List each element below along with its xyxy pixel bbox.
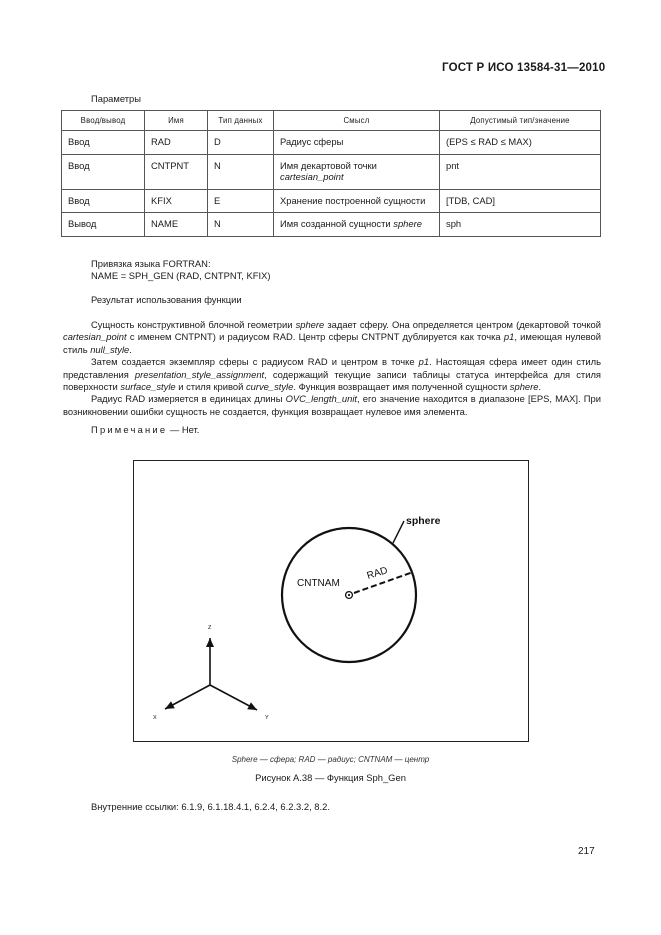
- note-text: — Нет.: [167, 424, 200, 435]
- note-label: Примечание: [91, 424, 168, 435]
- paragraph: Радиус RAD измеряется в единицах длины OVC_length_unit, его значение находится в диапазоне [EPS, MAX]. При возникновении ошибки сущность не создается, функция возвращает нулевое имя элемента.: [63, 393, 601, 417]
- cell-type: N: [208, 154, 274, 189]
- cell-meaning: Хранение построенной сущности: [274, 189, 440, 213]
- cell-type: E: [208, 189, 274, 213]
- sphere-figure: [133, 460, 529, 742]
- axis-y: [210, 685, 257, 710]
- cell-name: KFIX: [145, 189, 208, 213]
- figure-drawing: [134, 461, 528, 741]
- body-text: [63, 319, 601, 418]
- header-type: Тип данных: [208, 111, 274, 131]
- paragraph: Сущность конструктивной блочной геометрии sphere задает сферу. Она определяется центром (декартовой точкой cartesian_point с именем CNTPNT) и радиусом RAD. Центр сферы CNTPNT дублируется как точка p1, имеющая нулевой стиль null_style.: [63, 319, 601, 355]
- parameters-table: [61, 110, 601, 237]
- axis-x: [165, 685, 210, 709]
- fortran-label: Привязка языка FORTRAN:: [91, 258, 211, 269]
- cell-io: Ввод: [62, 189, 145, 213]
- cell-io: Ввод: [62, 131, 145, 155]
- figure-caption: Рисунок А.38 — Функция Sph_Gen: [255, 772, 406, 783]
- document-header: ГОСТ Р ИСО 13584-31—2010: [442, 62, 606, 74]
- cell-name: CNTPNT: [145, 154, 208, 189]
- cell-allowed: pnt: [440, 154, 601, 189]
- note: [91, 424, 199, 436]
- sphere-leader-line: [393, 521, 404, 543]
- cell-type: N: [208, 213, 274, 237]
- header-name: Имя: [145, 111, 208, 131]
- axis-x-label: X: [153, 715, 157, 721]
- table-header-row: [62, 111, 601, 131]
- internal-references: Внутренние ссылки: 6.1.9, 6.1.18.4.1, 6.2.4, 6.2.3.2, 8.2.: [91, 801, 330, 812]
- cell-name: NAME: [145, 213, 208, 237]
- cell-allowed: sph: [440, 213, 601, 237]
- paragraph: Затем создается экземпляр сферы с радиусом RAD и центром в точке p1. Настоящая сфера имеет один стиль представления presentation_style_assignment, содержащий текущие записи таблицы статуса интерфейса для стиля поверхности surface_style и стиля кривой curve_style. Функция возвращает имя полученной сущности sphere.: [63, 356, 602, 393]
- center-dot: [348, 594, 350, 596]
- cell-meaning: [274, 154, 440, 189]
- sphere-label: sphere: [406, 515, 441, 527]
- fortran-binding: [91, 258, 270, 283]
- cell-meaning: [274, 213, 440, 237]
- cell-meaning: Радиус сферы: [274, 131, 440, 155]
- axis-y-label: Y: [265, 715, 269, 721]
- table-row: [62, 131, 601, 155]
- table-row: [62, 213, 601, 237]
- cell-allowed: [TDB, CAD]: [440, 189, 601, 213]
- table-row: [62, 189, 601, 213]
- cell-allowed: (EPS ≤ RAD ≤ MAX): [440, 131, 601, 155]
- radius-label: RAD: [365, 565, 390, 582]
- fortran-call: NAME = SPH_GEN (RAD, CNTPNT, KFIX): [91, 270, 271, 282]
- meaning-text: Имя декартовой точки cartesian_point: [280, 159, 377, 182]
- header-meaning: Смысл: [274, 111, 440, 131]
- meaning-text: Имя созданной сущности sphere: [280, 218, 422, 229]
- table-row: [62, 154, 601, 189]
- parameters-label: Параметры: [91, 93, 141, 104]
- cell-type: D: [208, 131, 274, 155]
- cell-name: RAD: [145, 131, 208, 155]
- cell-io: Ввод: [62, 154, 145, 189]
- header-io: Ввод/вывод: [62, 111, 145, 131]
- axis-z-label: Z: [208, 625, 212, 631]
- header-allowed: Допустимый тип/значение: [440, 111, 601, 131]
- center-label: CNTNAM: [297, 578, 340, 589]
- result-label: Результат использования функции: [91, 294, 242, 305]
- figure-legend: Sphere — сфера; RAD — радиус; CNTNAM — центр: [231, 755, 430, 764]
- cell-io: Вывод: [62, 213, 145, 237]
- page-number: 217: [578, 846, 595, 857]
